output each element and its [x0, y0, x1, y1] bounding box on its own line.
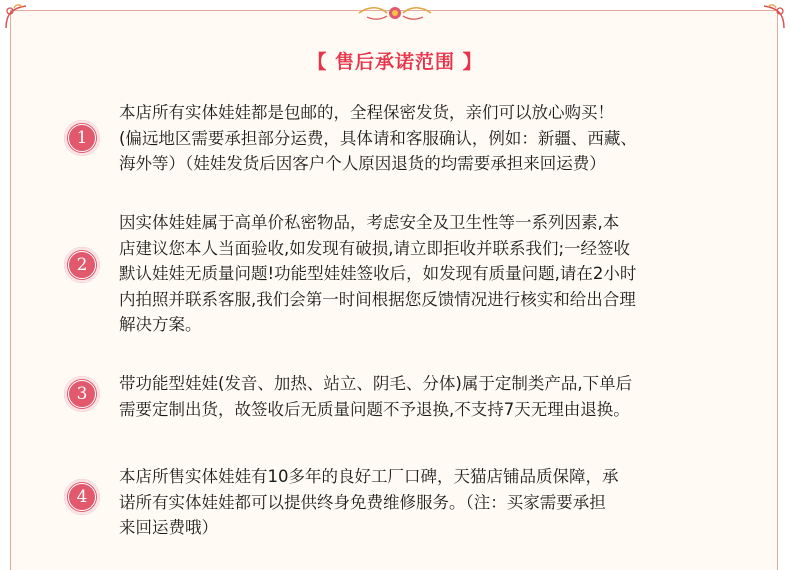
item-text: 带功能型娃娃(发音、加热、站立、阴毛、分体)属于定制类产品,下单后 需要定制出货，故签收后无质量问题不予退换,不支持7天无理由退换。 — [119, 374, 633, 419]
page-title: 【 售后承诺范围 】 — [307, 51, 483, 73]
number-badge — [64, 479, 100, 515]
title-container — [0, 47, 790, 74]
number-badge-label: 3 — [68, 380, 96, 408]
corner-ornament-left-icon — [2, 2, 32, 32]
number-badge — [64, 376, 100, 412]
top-ornament-icon — [357, 4, 433, 22]
number-badge — [64, 247, 100, 283]
number-badge — [64, 120, 100, 156]
item-text: 因实体娃娃属于高单价私密物品，考虑安全及卫生性等一系列因素,本 店建议您本人当面验收,如发现有破损,请立即拒收并联系我们;一经签收 默认娃娃无质量问题!功能型娃娃签收后，如发现有质量问题,请在2小时 内拍照并联系客服,我们会第一时间根据您反馈情况进行核实和给出合理 解决方案。 — [119, 213, 637, 334]
number-badge-label: 1 — [68, 124, 96, 152]
item-text: 本店所有实体娃娃都是包邮的，全程保密发货，亲们可以放心购买！ (偏远地区需要承担部分运费，具体请和客服确认，例如：新疆、西藏、 海外等）（娃娃发货后因客户个人原因退货的均需要承担来回运费） — [119, 103, 637, 173]
number-badge-label: 4 — [68, 483, 96, 511]
item-text: 本店所售实体娃娃有10多年的良好工厂口碑，天猫店铺品质保障，承 诺所有实体娃娃都可以提供终身免费维修服务。（注：买家需要承担 来回运费哦） — [119, 467, 619, 537]
number-badge-label: 2 — [68, 251, 96, 279]
corner-ornament-right-icon — [758, 2, 788, 32]
